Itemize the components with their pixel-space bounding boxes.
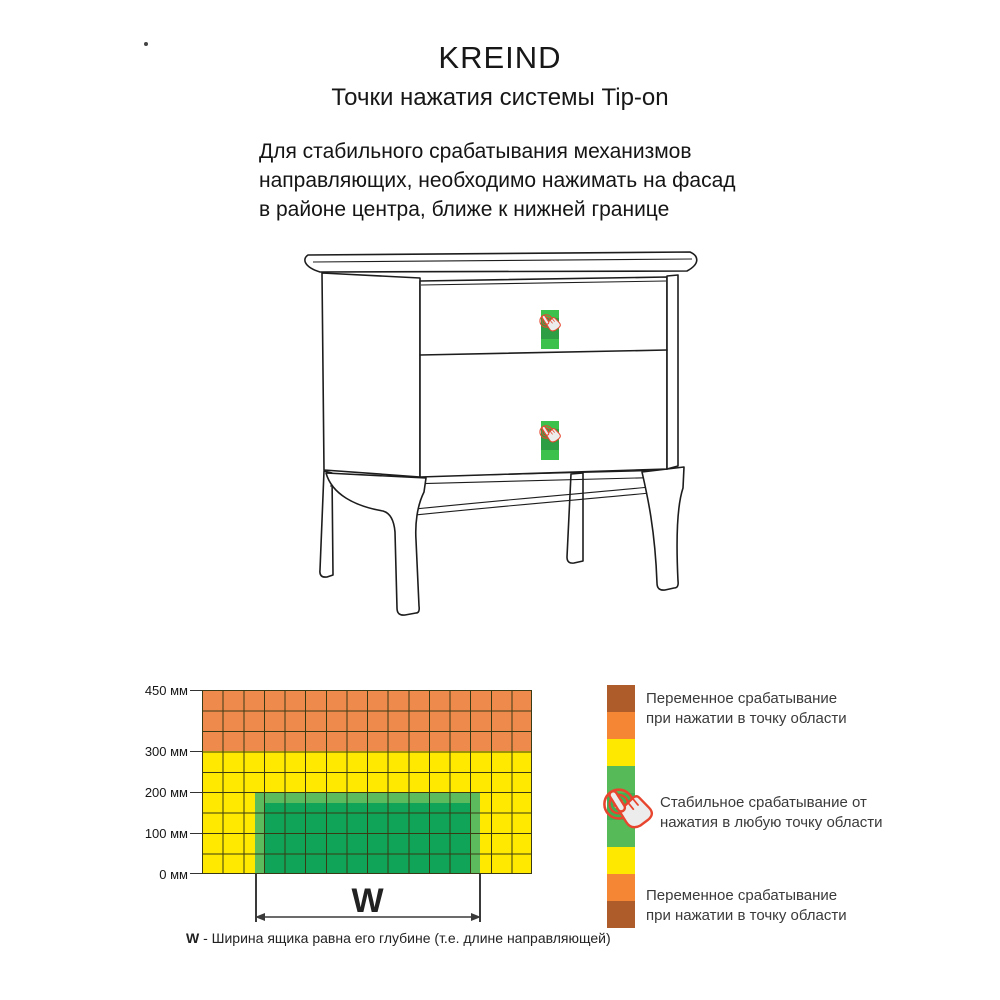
legend-segment	[607, 901, 635, 928]
nightstand-illustration	[280, 240, 720, 640]
legend-entry-line: Стабильное срабатывание от	[660, 794, 867, 811]
intro-text	[259, 137, 736, 224]
legend-entry-line: Переменное срабатывание	[646, 887, 838, 904]
legend-segment	[607, 874, 635, 901]
page-subtitle: Точки нажатия системы Tip-on	[331, 84, 669, 111]
legend-segment	[607, 685, 635, 712]
legend-entry-stable	[660, 793, 883, 833]
ytick-label: 100 мм	[144, 826, 188, 841]
ytick-label: 300 мм	[144, 744, 188, 759]
width-arrow	[252, 910, 484, 924]
grid-lines	[202, 690, 532, 874]
legend-entry-line: нажатия в любую точку области	[660, 814, 883, 831]
touch-hand-icon	[598, 783, 662, 854]
intro-line: Для стабильного срабатывания механизмов	[259, 140, 692, 163]
width-label: W	[351, 882, 384, 920]
brand-title: KREIND	[438, 40, 562, 75]
tick-line	[190, 833, 202, 834]
press-point-indicator-bottom	[541, 421, 559, 460]
legend-segment	[607, 739, 635, 766]
legend-segment	[607, 712, 635, 739]
press-point-indicator-top	[541, 310, 559, 349]
chart-caption	[186, 930, 611, 946]
caption-text: - Ширина ящика равна его глубине (т.е. длине направляющей)	[199, 930, 611, 946]
tick-line	[190, 873, 202, 874]
pressure-zone-chart	[202, 690, 532, 874]
legend-entry-variable-bottom	[646, 886, 847, 926]
caption-w: W	[186, 930, 200, 946]
legend-entry-line: Переменное срабатывание	[646, 690, 838, 707]
ytick-label: 0 мм	[159, 867, 188, 882]
legend-entry-variable-top	[646, 689, 847, 729]
tick-line	[190, 751, 202, 752]
intro-line: в районе центра, ближе к нижней границе	[259, 198, 670, 221]
intro-line: направляющих, необходимо нажимать на фасад	[259, 169, 736, 192]
tick-line	[190, 690, 202, 691]
tip-on-press-icon	[537, 312, 571, 349]
tick-line	[190, 792, 202, 793]
ytick-label: 200 мм	[144, 785, 188, 800]
tip-on-press-icon	[537, 423, 571, 460]
legend-entry-line: при нажатии в точку области	[646, 710, 847, 727]
legend-entry-line: при нажатии в точку области	[646, 907, 847, 924]
ytick-label: 450 мм	[144, 683, 188, 698]
